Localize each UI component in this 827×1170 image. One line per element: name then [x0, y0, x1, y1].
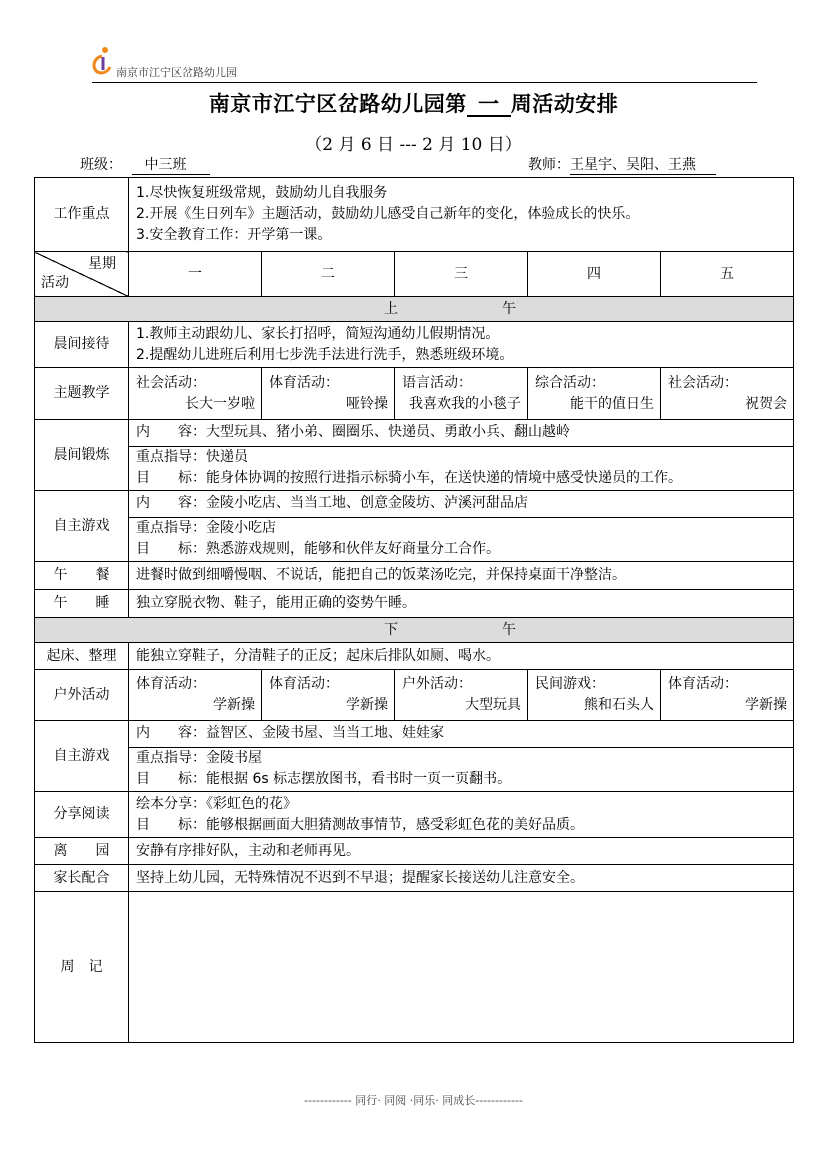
- free-play-am-activities: 内 容：金陵小吃店、当当工地、创意金陵坊、泸溪河甜品店: [136, 494, 528, 511]
- reading-content: [129, 792, 794, 838]
- focus-item: 3.安全教育工作：开学第一课。: [136, 227, 332, 243]
- table-row: [35, 838, 794, 865]
- leave-label: 离 园: [35, 838, 129, 865]
- class-info: [80, 154, 210, 175]
- reading-label: 分享阅读: [35, 792, 129, 838]
- lunch-label: 午 餐: [35, 562, 129, 590]
- morning-section-row: [35, 297, 794, 322]
- lunch-content: 进餐时做到细嚼慢咽、不说话，能把自己的饭菜汤吃完，并保持桌面干净整洁。: [129, 562, 794, 590]
- reception-content: [129, 322, 794, 368]
- reception-item: 2.提醒幼儿进班后利用七步洗手法进行洗手，熟悉班级环境。: [136, 346, 514, 363]
- free-play-pm-focus: 重点指导：金陵书屋: [129, 747, 793, 769]
- exercise-goal: 目 标：能身体协调的按照行进指示标骑小车，在送快递的情境中感受快递员的工作。: [136, 469, 682, 486]
- morning-section-header: 上 午: [35, 297, 794, 322]
- table-row: [35, 892, 794, 1043]
- table-row: [35, 178, 794, 252]
- week-number: 一: [467, 93, 511, 117]
- free-play-pm-activities: 内 容：益智区、金陵书屋、当当工地、娃娃家: [136, 724, 444, 741]
- afternoon-section-row: [35, 618, 794, 643]
- table-row: [35, 670, 794, 721]
- parents-content: 坚持上幼儿园，无特殊情况不迟到不早退；提醒家长接送幼儿注意安全。: [129, 865, 794, 892]
- exercise-label: 晨间锻炼: [35, 420, 129, 491]
- teacher-info: [528, 154, 716, 175]
- outdoor-label: 户外活动: [35, 670, 129, 721]
- reading-book: 绘本分享：《彩虹色的花》: [136, 795, 297, 812]
- outdoor-cell-tue: 体育活动： 学新操: [262, 670, 395, 721]
- table-row: [35, 865, 794, 892]
- teacher-label: 教师：: [528, 157, 570, 173]
- table-row: [35, 792, 794, 838]
- header-school-name: 南京市江宁区岔路幼儿园: [116, 66, 237, 79]
- leave-content: 安静有序排好队，主动和老师再见。: [129, 838, 794, 865]
- free-play-am-content: [129, 491, 794, 562]
- exercise-content: [129, 420, 794, 491]
- reading-goal: 目 标：能够根据画面大胆猜测故事情节，感受彩虹色花的美好品质。: [136, 816, 584, 833]
- day-header: 四: [528, 252, 661, 297]
- outdoor-cell-wed: 户外活动： 大型玩具: [395, 670, 528, 721]
- footer-motto: ------------ 同行· 同阅 ·同乐· 同成长------------: [304, 1094, 523, 1107]
- focus-content: [129, 178, 794, 252]
- afternoon-section-header: 下 午: [35, 618, 794, 643]
- day-header: 三: [395, 252, 528, 297]
- corner-cell: [35, 252, 129, 297]
- theme-cell-fri: 社会活动： 祝贺会: [661, 368, 794, 420]
- header-divider: [92, 82, 757, 83]
- theme-cell-thu: 综合活动： 能干的值日生: [528, 368, 661, 420]
- parents-label: 家长配合: [35, 865, 129, 892]
- nap-label: 午 睡: [35, 590, 129, 618]
- nap-content: 独立穿脱衣物、鞋子，能用正确的姿势午睡。: [129, 590, 794, 618]
- focus-item: 1.尽快恢复班级常规，鼓励幼儿自我服务: [136, 185, 388, 201]
- school-logo-icon: [90, 46, 114, 76]
- table-row: [35, 643, 794, 670]
- focus-label: 工作重点: [35, 178, 129, 252]
- corner-weekday: 星期: [88, 256, 116, 272]
- wake-content: 能独立穿鞋子，分清鞋子的正反；起床后排队如厕、喝水。: [129, 643, 794, 670]
- page-title: [0, 88, 827, 118]
- theme-label: 主题教学: [35, 368, 129, 420]
- table-row: [35, 721, 794, 792]
- focus-item: 2.开展《生日列车》主题活动，鼓励幼儿感受自己新年的变化，体验成长的快乐。: [136, 206, 640, 222]
- theme-cell-mon: 社会活动： 长大一岁啦: [129, 368, 262, 420]
- theme-cell-wed: 语言活动： 我喜欢我的小毯子: [395, 368, 528, 420]
- exercise-activities: 内 容：大型玩具、猪小弟、圈圈乐、快递员、勇敢小兵、翻山越岭: [136, 423, 570, 440]
- table-row: [35, 368, 794, 420]
- free-play-pm-label: 自主游戏: [35, 721, 129, 792]
- outdoor-cell-fri: 体育活动： 学新操: [661, 670, 794, 721]
- day-header: 五: [661, 252, 794, 297]
- free-play-am-label: 自主游戏: [35, 491, 129, 562]
- free-play-pm-content: [129, 721, 794, 792]
- weekly-notes-label: 周 记: [35, 892, 129, 1043]
- table-row: [35, 420, 794, 491]
- table-row: [35, 590, 794, 618]
- table-row: [35, 562, 794, 590]
- outdoor-cell-thu: 民间游戏： 熊和石头人: [528, 670, 661, 721]
- table-row: [35, 252, 794, 297]
- class-label: 班级：: [80, 157, 122, 173]
- date-range: （2 月 6 日 --- 2 月 10 日）: [305, 135, 522, 155]
- teacher-value: 王星宇、吴阳、王燕: [570, 156, 716, 175]
- free-play-am-focus: 重点指导：金陵小吃店: [129, 517, 793, 539]
- theme-cell-tue: 体育活动： 哑铃操: [262, 368, 395, 420]
- reception-item: 1.教师主动跟幼儿、家长打招呼，简短沟通幼儿假期情况。: [136, 325, 500, 342]
- class-value: 中三班: [132, 156, 210, 175]
- weekly-notes-content[interactable]: [129, 892, 794, 1043]
- outdoor-cell-mon: 体育活动： 学新操: [129, 670, 262, 721]
- weekly-plan-table: [34, 177, 794, 1043]
- table-row: [35, 491, 794, 562]
- free-play-am-goal: 目 标：熟悉游戏规则，能够和伙伴友好商量分工合作。: [136, 540, 500, 557]
- title-suffix: 周活动安排: [510, 92, 619, 116]
- reception-label: 晨间接待: [35, 322, 129, 368]
- day-header: 一: [129, 252, 262, 297]
- free-play-pm-goal: 目 标：能根据 6s 标志摆放图书，看书时一页一页翻书。: [136, 770, 512, 787]
- wake-label: 起床、整理: [35, 643, 129, 670]
- table-row: [35, 322, 794, 368]
- corner-activity: 活动: [41, 275, 69, 291]
- day-header: 二: [262, 252, 395, 297]
- exercise-focus: 重点指导：快递员: [129, 446, 793, 468]
- title-prefix: 南京市江宁区岔路幼儿园第: [208, 92, 467, 116]
